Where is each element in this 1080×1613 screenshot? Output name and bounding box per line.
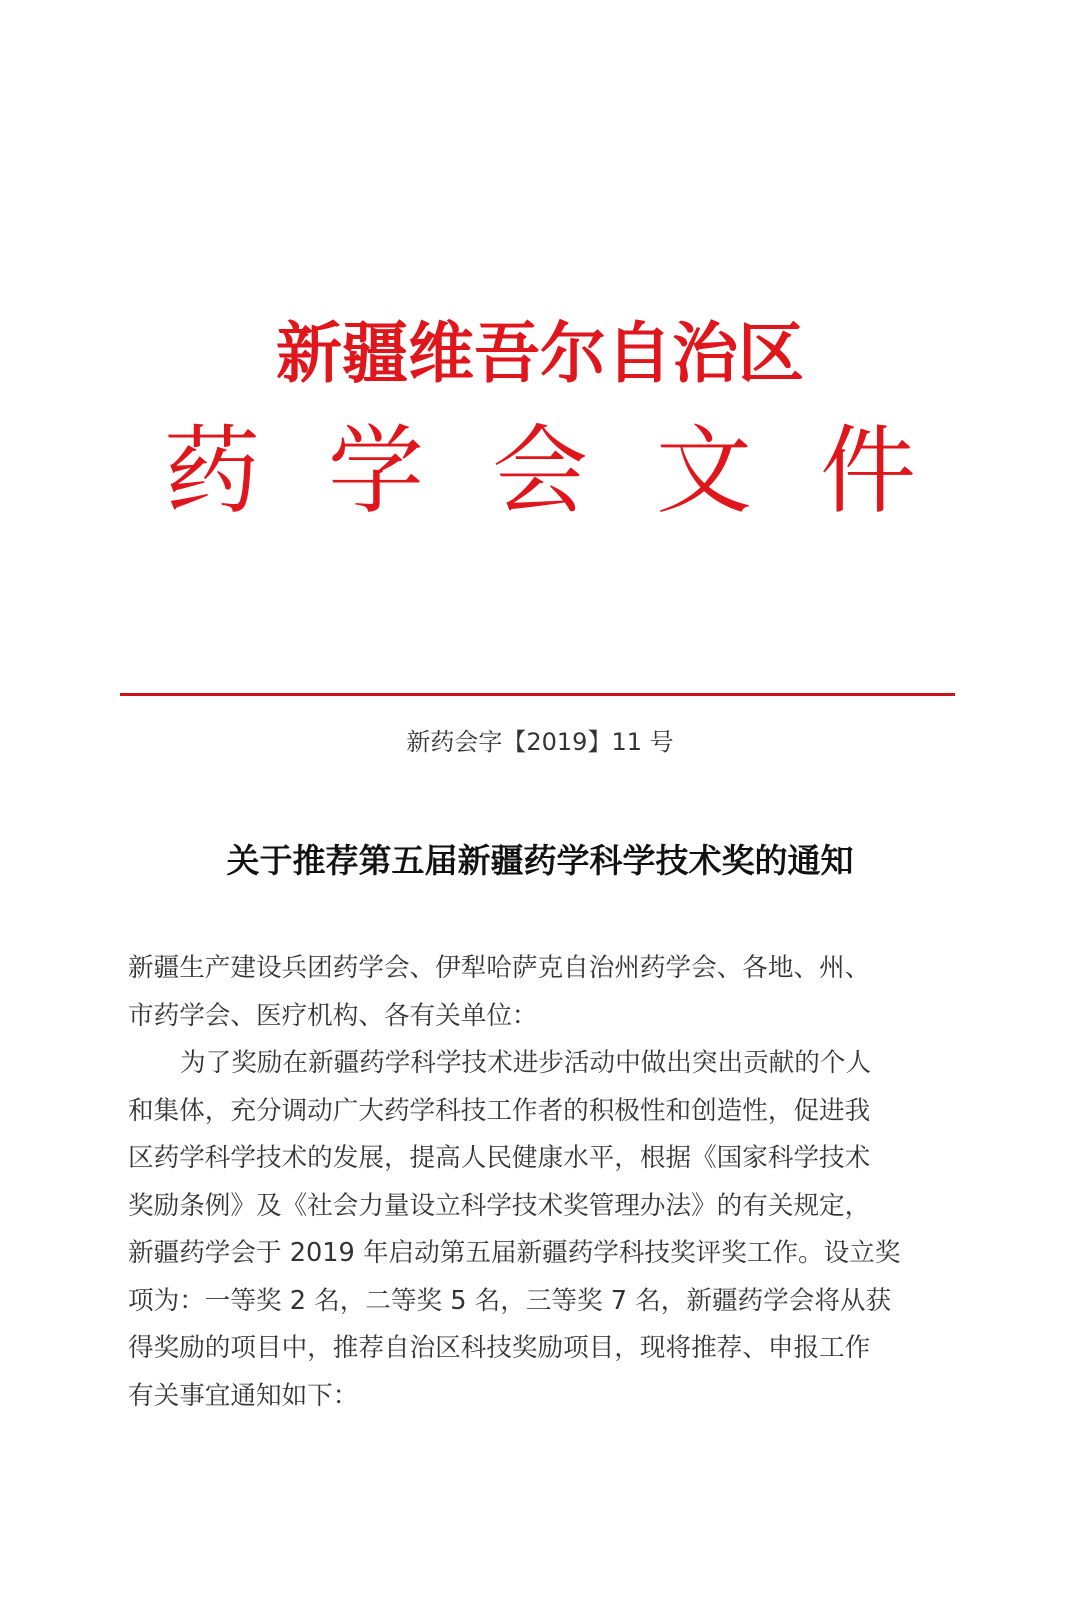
body-line: 得奖励的项目中，推荐自治区科技奖励项目，现将推荐、申报工作 bbox=[128, 1333, 871, 1363]
header-char: 药 bbox=[164, 415, 260, 527]
header-char: 学 bbox=[328, 415, 424, 527]
body-line: 有关事宜通知如下： bbox=[128, 1380, 359, 1411]
issuing-org-header: 新疆维吾尔自治区 bbox=[276, 314, 804, 392]
document-type-header bbox=[0, 395, 1080, 532]
body-line: 项为：一等奖 2 名，二等奖 5 名，三等奖 7 名，新疆药学会将从获 bbox=[128, 1285, 892, 1316]
header-char: 文 bbox=[656, 415, 752, 527]
header-char: 件 bbox=[820, 415, 916, 527]
body-line: 区药学科学技术的发展，提高人民健康水平，根据《国家科学技术 bbox=[128, 1143, 871, 1173]
document-title: 关于推荐第五届新疆药学科学技术奖的通知 bbox=[226, 841, 854, 880]
body-line: 和集体，充分调动广大药学科技工作者的积极性和创造性，促进我 bbox=[128, 1095, 871, 1126]
body-line: 市药学会、医疗机构、各有关单位： bbox=[128, 1000, 538, 1031]
red-separator-line bbox=[120, 693, 955, 696]
body-line: 新疆生产建设兵团药学会、伊犁哈萨克自治州药学会、各地、州、 bbox=[128, 953, 871, 983]
document-body bbox=[128, 945, 958, 1420]
body-line: 新疆药学会于 2019 年启动第五届新疆药学科技奖评奖工作。设立奖 bbox=[128, 1238, 901, 1268]
header-char: 会 bbox=[492, 415, 588, 527]
document-number: 新药会字【2019】11 号 bbox=[406, 728, 674, 756]
body-line: 为了奖励在新疆药学科学技术进步活动中做出突出贡献的个人 bbox=[180, 1048, 872, 1078]
body-line: 奖励条例》及《社会力量设立科学技术奖管理办法》的有关规定， bbox=[128, 1190, 871, 1221]
